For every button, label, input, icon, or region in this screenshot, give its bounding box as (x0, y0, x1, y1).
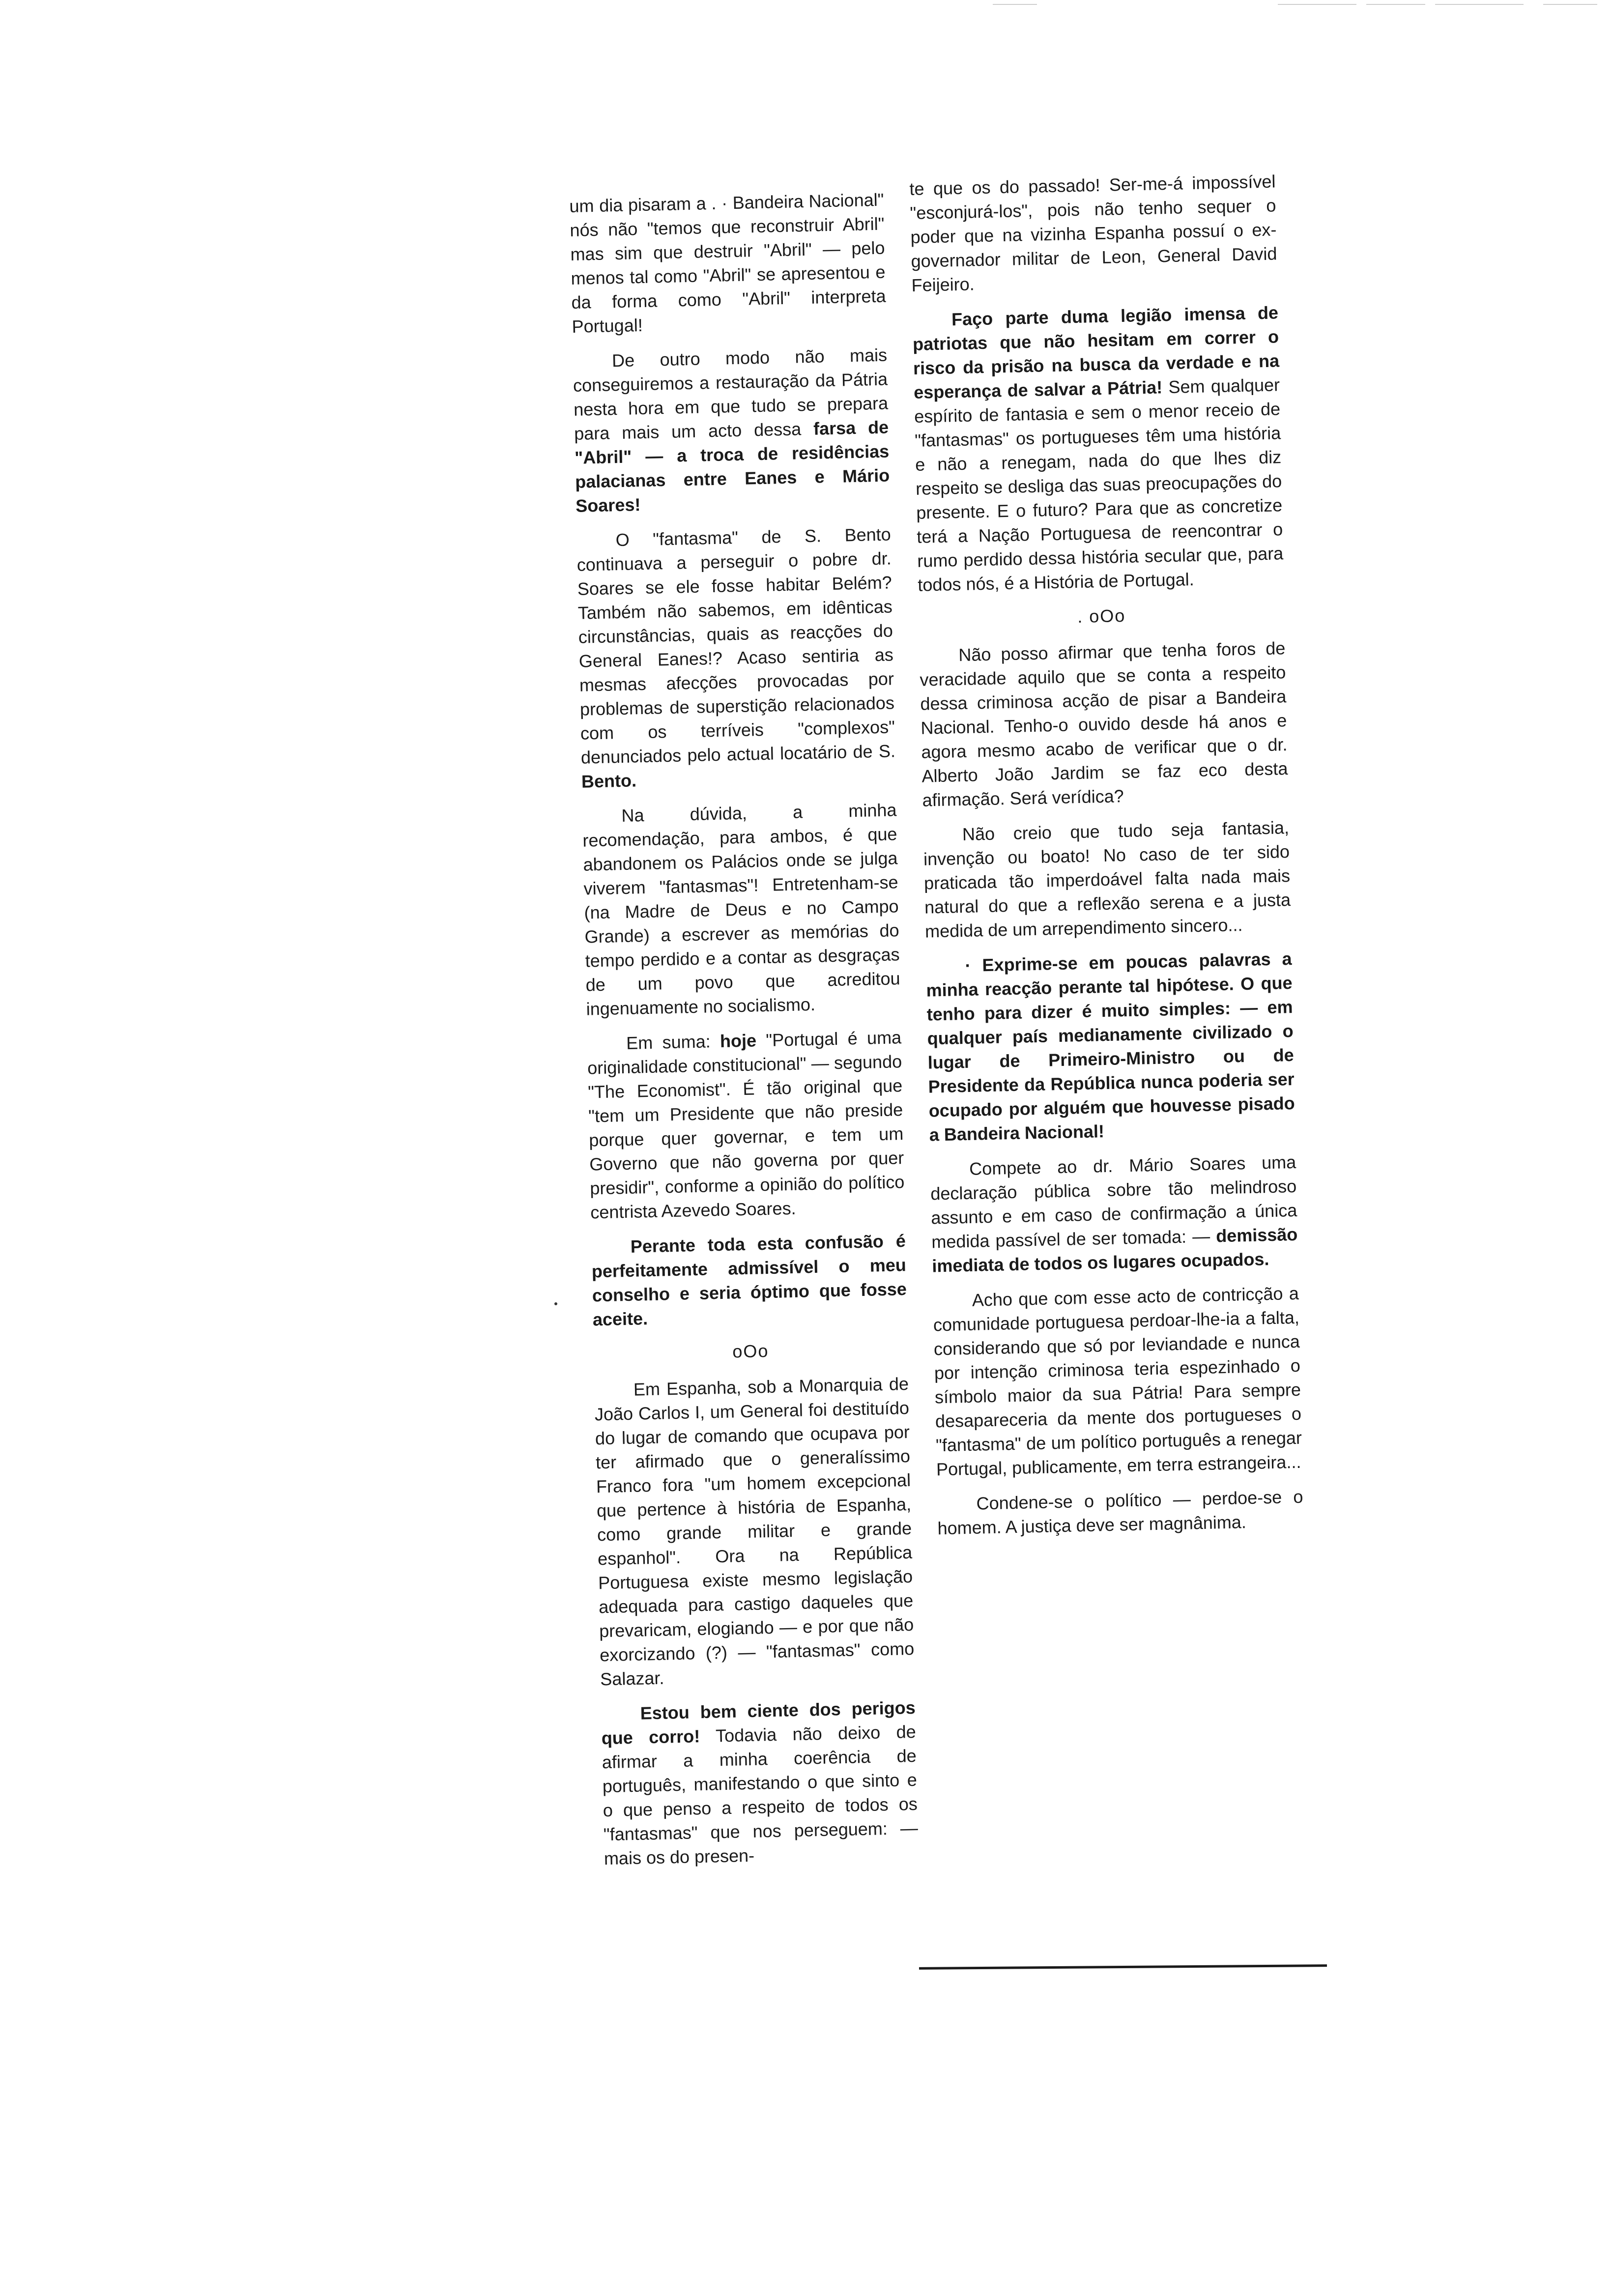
paragraph: Não creio que tudo seja fantasia, invenção ou boato! No caso de ter sido praticada tão imperdoável falta nada mais natural do que a reflexão serena e a justa medida de um arrependimento sincero... (923, 817, 1291, 942)
paragraph: Condene-se o político — perdoe-se o homem. A justiça deve ser magnânima. (937, 1486, 1303, 1539)
paragraph: Em Espanha, sob a Monarquia de João Carlos I, um General foi destituído do lugar de comando que ocupava por ter afirmado que o generalíssimo Franco fora "um homem excepcional que pertence à história de Espanha, como grande militar e grande espanhol". Ora na República Portuguesa existe mesmo legislação adequada para castigo daqueles que prevaricam, elogiando — e por que não exorcizando (?) — "fantasmas" como Salazar. (594, 1374, 915, 1690)
paragraph: Em suma: hoje "Portugal é uma originalidade constitucional" — segundo "The Economist". É tão original que "tem um Presidente que não preside porque quer governar, e tem um Governo que não governa por quer presidir", conforme a opinião do político centrista Azevedo Soares. (587, 1027, 905, 1223)
margin-dot (554, 1302, 557, 1305)
paragraph: · Exprime-se em poucas palavras a minha reacção perante tal hipótese. O que tenho para dizer é muito simples: — em qualquer país medianamente civilizado o lugar de Primeiro-Ministro ou de Presidente da República nunca poderia ser ocupado por alguém que houvesse pisado a Bandeira Nacional! (926, 948, 1295, 1145)
section-separator: . oOo (1077, 605, 1126, 627)
paragraph: Perante toda esta confusão é perfeitamente admissível o meu conselho e seria óptimo que fosse aceite. (591, 1231, 907, 1330)
paragraph: Compete ao dr. Mário Soares uma declaração pública sobre tão melindroso assunto e em caso de confirmação a única medida passível de ser tomada: — demissão imediata de todos os lugares ocupados. (930, 1151, 1298, 1276)
top-scan-marks (993, 4, 1602, 6)
paragraph: Faço parte duma legião imensa de patriotas que não hesitam em correr o risco da prisão na busca da verdade e na esperança de salvar a Pátria! Sem qualquer espírito de fantasia e sem o menor receio de "fantasmas" os portugueses têm uma história e não a renegam, nada do que lhes diz respeito se desliga das suas preocupações do presente. E o futuro? Para que as concretize terá a Nação Portuguesa de reencontrar o rumo perdido dessa história secular que, para todos nós, é a História de Portugal. (912, 302, 1284, 595)
paragraph: um dia pisaram a . · Bandeira Nacional" nós não "temos que reconstruir Abril" mas sim que destruir "Abril" — pelo menos tal como "Abril" se apresentou e da forma como "Abril" interpreta Portugal! (569, 189, 886, 337)
paragraph: O "fantasma" de S. Bento continuava a perseguir o pobre dr. Soares se ele fosse habitar Belém? Também não sabemos, em idênticas circunstâncias, quais as reacções do General Eanes!? Acaso sentiria as mesmas afecções provocadas por problemas de superstição relacionados com os terríveis "complexos" denunciados pelo actual locatário de S. Bento. (576, 524, 896, 792)
paragraph: Estou bem ciente dos perigos que corro! Todavia não deixo de afirmar a minha coerência de português, manifestando o que sinto e o que penso a respeito de todos os "fantasmas" que nos perseguem: — mais os do presen- (601, 1697, 919, 1869)
paragraph: Não posso afirmar que tenha foros de veracidade aquilo que se conta a respeito dessa criminosa acção de pisar a Bandeira Nacional. Tenho-o ouvido desde há anos e agora mesmo acabo de verificar que o dr. Alberto João Jardim se faz eco desta afirmação. Será verídica? (920, 638, 1288, 810)
closing-rule (919, 1964, 1327, 1970)
section-separator: oOo (732, 1341, 769, 1362)
paragraph: te que os do passado! Ser-me-á impossível "esconjurá-los", pois não tenho sequer o poder que na vizinha Espanha possuí o ex-governador militar de Leon, General David Feijeiro. (909, 171, 1277, 295)
left-column (569, 188, 919, 1882)
paragraph: Na dúvida, a minha recomendação, para ambos, é que abandonem os Palácios onde se julga viverem "fantasmas"! Entretenham-se (na Madre de Deus e no Campo Grande) a escrever as memórias do tempo perdido e a contar as desgraças de um povo que acreditou ingenuamente no socialismo. (582, 800, 900, 1019)
paragraph: Acho que com esse acto de contricção a comunidade portuguesa perdoar-lhe-ia a falta, considerando que só por leviandade e nunca por intenção criminosa teria espezinhado o símbolo maior da sua Pátria! Para sempre desapareceria da mente dos portugueses o "fantasma" de um político português a renegar Portugal, publicamente, em terra estrangeira... (933, 1283, 1302, 1480)
right-column (909, 169, 1304, 1551)
paragraph: De outro modo não mais conseguiremos a restauração da Pátria nesta hora em que tudo se prepara para mais um acto dessa farsa de "Abril" — a troca de residências palacianas entre Eanes e Mário Soares! (573, 344, 890, 516)
